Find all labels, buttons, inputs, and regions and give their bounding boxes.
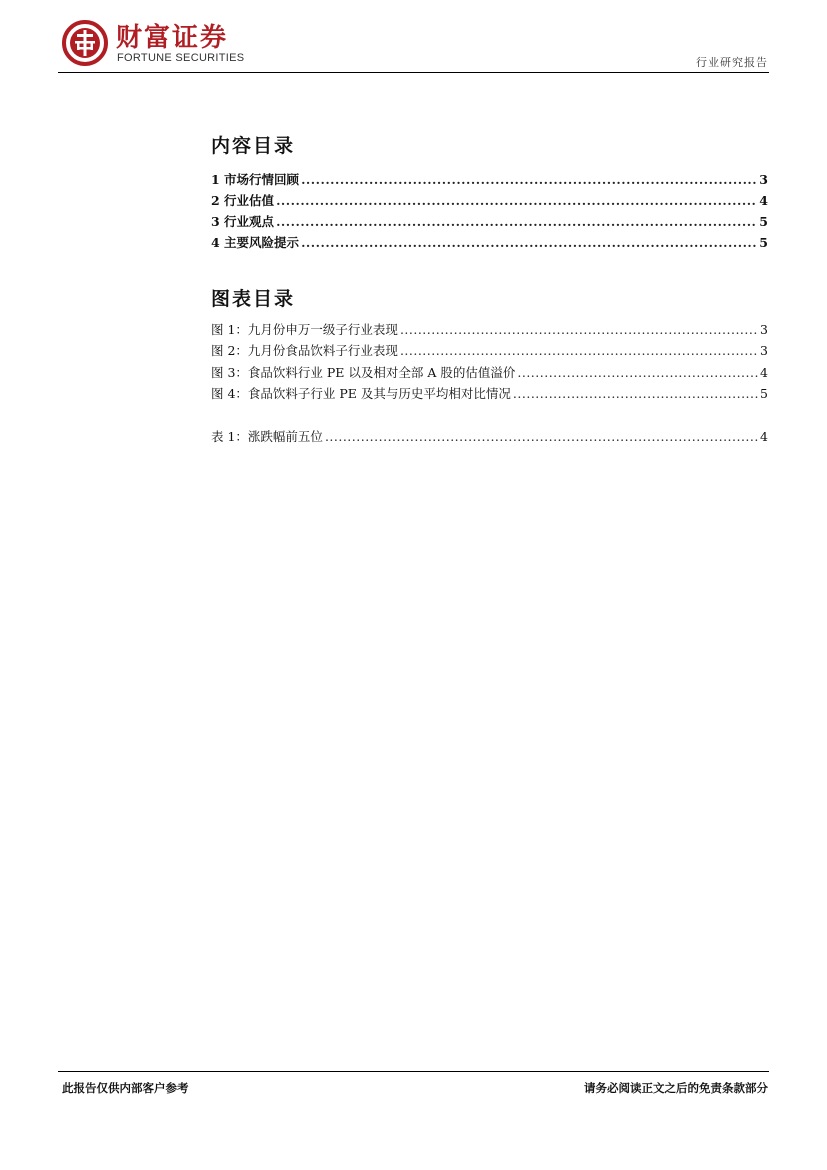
toc-title: 内容目录 xyxy=(211,135,296,157)
toc-entry[interactable] xyxy=(211,233,768,253)
dot-leader xyxy=(276,214,757,229)
brand-name-en: FORTUNE SECURITIES xyxy=(117,52,245,64)
toc-entry[interactable] xyxy=(211,212,768,232)
footer-divider xyxy=(58,1071,769,1072)
toc-entry-page: 3 xyxy=(759,172,768,187)
dot-leader xyxy=(517,365,758,380)
dot-leader xyxy=(400,343,758,358)
table-entry[interactable] xyxy=(211,427,768,447)
header-divider xyxy=(58,72,769,73)
fortune-seal-icon xyxy=(62,20,108,66)
figure-entry[interactable] xyxy=(211,341,768,361)
figure-list-title: 图表目录 xyxy=(211,288,296,310)
toc-entry-label: 1 市场行情回顾 xyxy=(211,172,300,187)
dot-leader xyxy=(301,235,757,250)
brand-name-cn: 财富证券 xyxy=(116,23,229,53)
dot-leader xyxy=(513,386,758,401)
figure-entry-label: 图 3：食品饮料行业 PE 以及相对全部 A 股的估值溢价 xyxy=(211,365,516,380)
dot-leader xyxy=(325,429,758,444)
figure-entry[interactable] xyxy=(211,320,768,340)
figure-entry-page: 5 xyxy=(760,386,768,401)
toc-entry-label: 2 行业估值 xyxy=(211,193,275,208)
figure-entry[interactable] xyxy=(211,384,768,404)
figure-entry-page: 3 xyxy=(760,322,768,337)
toc-entry-label: 4 主要风险提示 xyxy=(211,235,300,250)
table-entry-page: 4 xyxy=(760,429,768,444)
dot-leader xyxy=(400,322,758,337)
toc-entry-page: 4 xyxy=(759,193,768,208)
figure-entry-page: 4 xyxy=(760,365,768,380)
toc-entry-label: 3 行业观点 xyxy=(211,214,275,229)
footer-disclaimer-right: 请务必阅读正文之后的免责条款部分 xyxy=(584,1081,768,1095)
report-type-label: 行业研究报告 xyxy=(696,56,768,69)
toc-entry-page: 5 xyxy=(759,235,768,250)
dot-leader xyxy=(301,172,757,187)
figure-entry-label: 图 4：食品饮料子行业 PE 及其与历史平均相对比情况 xyxy=(211,386,511,401)
figure-entry-label: 图 1：九月份申万一级子行业表现 xyxy=(211,322,398,337)
figure-entry-page: 3 xyxy=(760,343,768,358)
figure-entry[interactable] xyxy=(211,363,768,383)
toc-entry[interactable] xyxy=(211,191,768,211)
footer-disclaimer-left: 此报告仅供内部客户参考 xyxy=(62,1081,189,1095)
toc-entry[interactable] xyxy=(211,170,768,190)
dot-leader xyxy=(276,193,757,208)
toc-entry-page: 5 xyxy=(759,214,768,229)
figure-entry-label: 图 2：九月份食品饮料子行业表现 xyxy=(211,343,398,358)
table-entry-label: 表 1：涨跌幅前五位 xyxy=(211,429,323,444)
